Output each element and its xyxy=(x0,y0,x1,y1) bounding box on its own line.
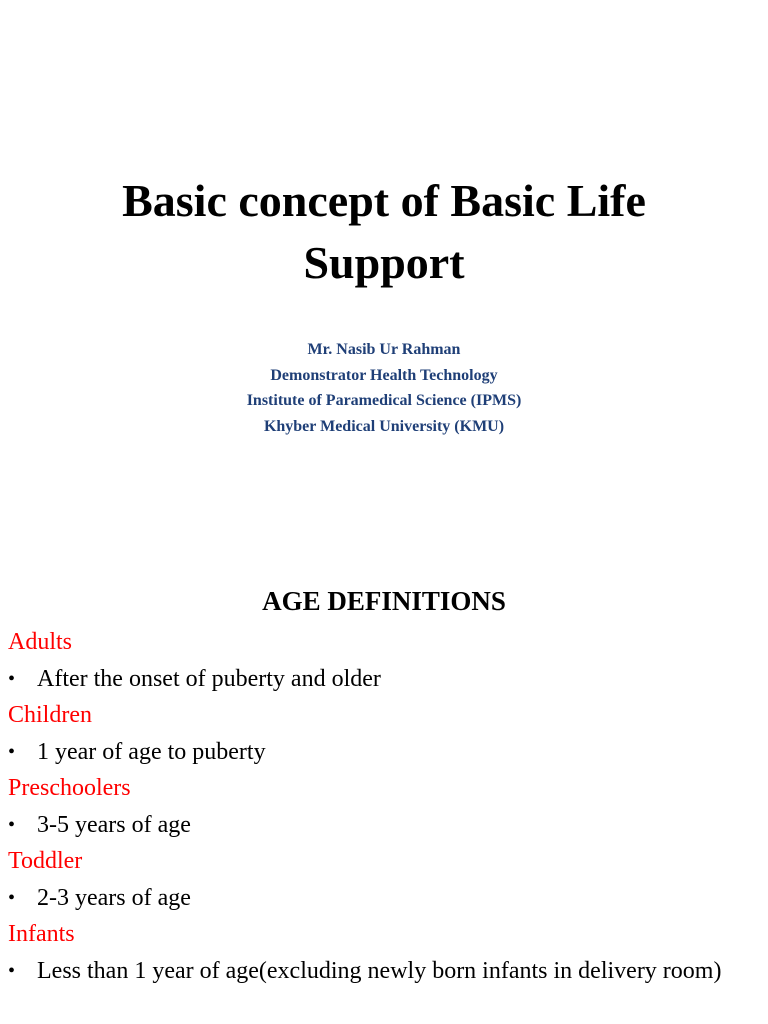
bullet-icon: • xyxy=(8,813,16,836)
author-name: Mr. Nasib Ur Rahman xyxy=(307,341,461,358)
definition-item-toddler xyxy=(8,880,748,917)
author-institute: Institute of Paramedical Science (IPMS) xyxy=(246,392,522,409)
definitions-list xyxy=(8,624,748,989)
author-block xyxy=(0,337,768,439)
definition-term-toddler: Toddler xyxy=(8,848,83,874)
definition-item-infants xyxy=(8,953,748,990)
bullet-icon: • xyxy=(8,667,16,690)
author-university: Khyber Medical University (KMU) xyxy=(263,417,505,435)
definition-term-adults: Adults xyxy=(8,629,73,655)
definition-description: After the onset of puberty and older xyxy=(37,665,381,692)
definition-item-children xyxy=(8,734,748,771)
definition-description: 2-3 years of age xyxy=(37,884,191,911)
age-definitions-slide xyxy=(0,560,768,1024)
bullet-icon: • xyxy=(8,740,16,763)
definition-description: Less than 1 year of age(excluding newly born infants in delivery room) xyxy=(37,957,722,984)
author-position: Demonstrator Health Technology xyxy=(270,366,498,384)
section-heading: AGE DEFINITIONS xyxy=(262,586,506,616)
bullet-icon: • xyxy=(8,959,16,982)
bullet-icon: • xyxy=(8,886,16,909)
definition-description: 1 year of age to puberty xyxy=(37,738,266,765)
definition-term-preschoolers: Preschoolers xyxy=(8,775,131,801)
definition-term-infants: Infants xyxy=(8,921,75,947)
definition-term-children: Children xyxy=(8,702,92,728)
presentation-title: Basic concept of Basic Life Support xyxy=(122,175,646,288)
definition-item-preschoolers xyxy=(8,807,748,844)
definition-description: 3-5 years of age xyxy=(37,811,191,838)
definition-item-adults xyxy=(8,661,748,698)
